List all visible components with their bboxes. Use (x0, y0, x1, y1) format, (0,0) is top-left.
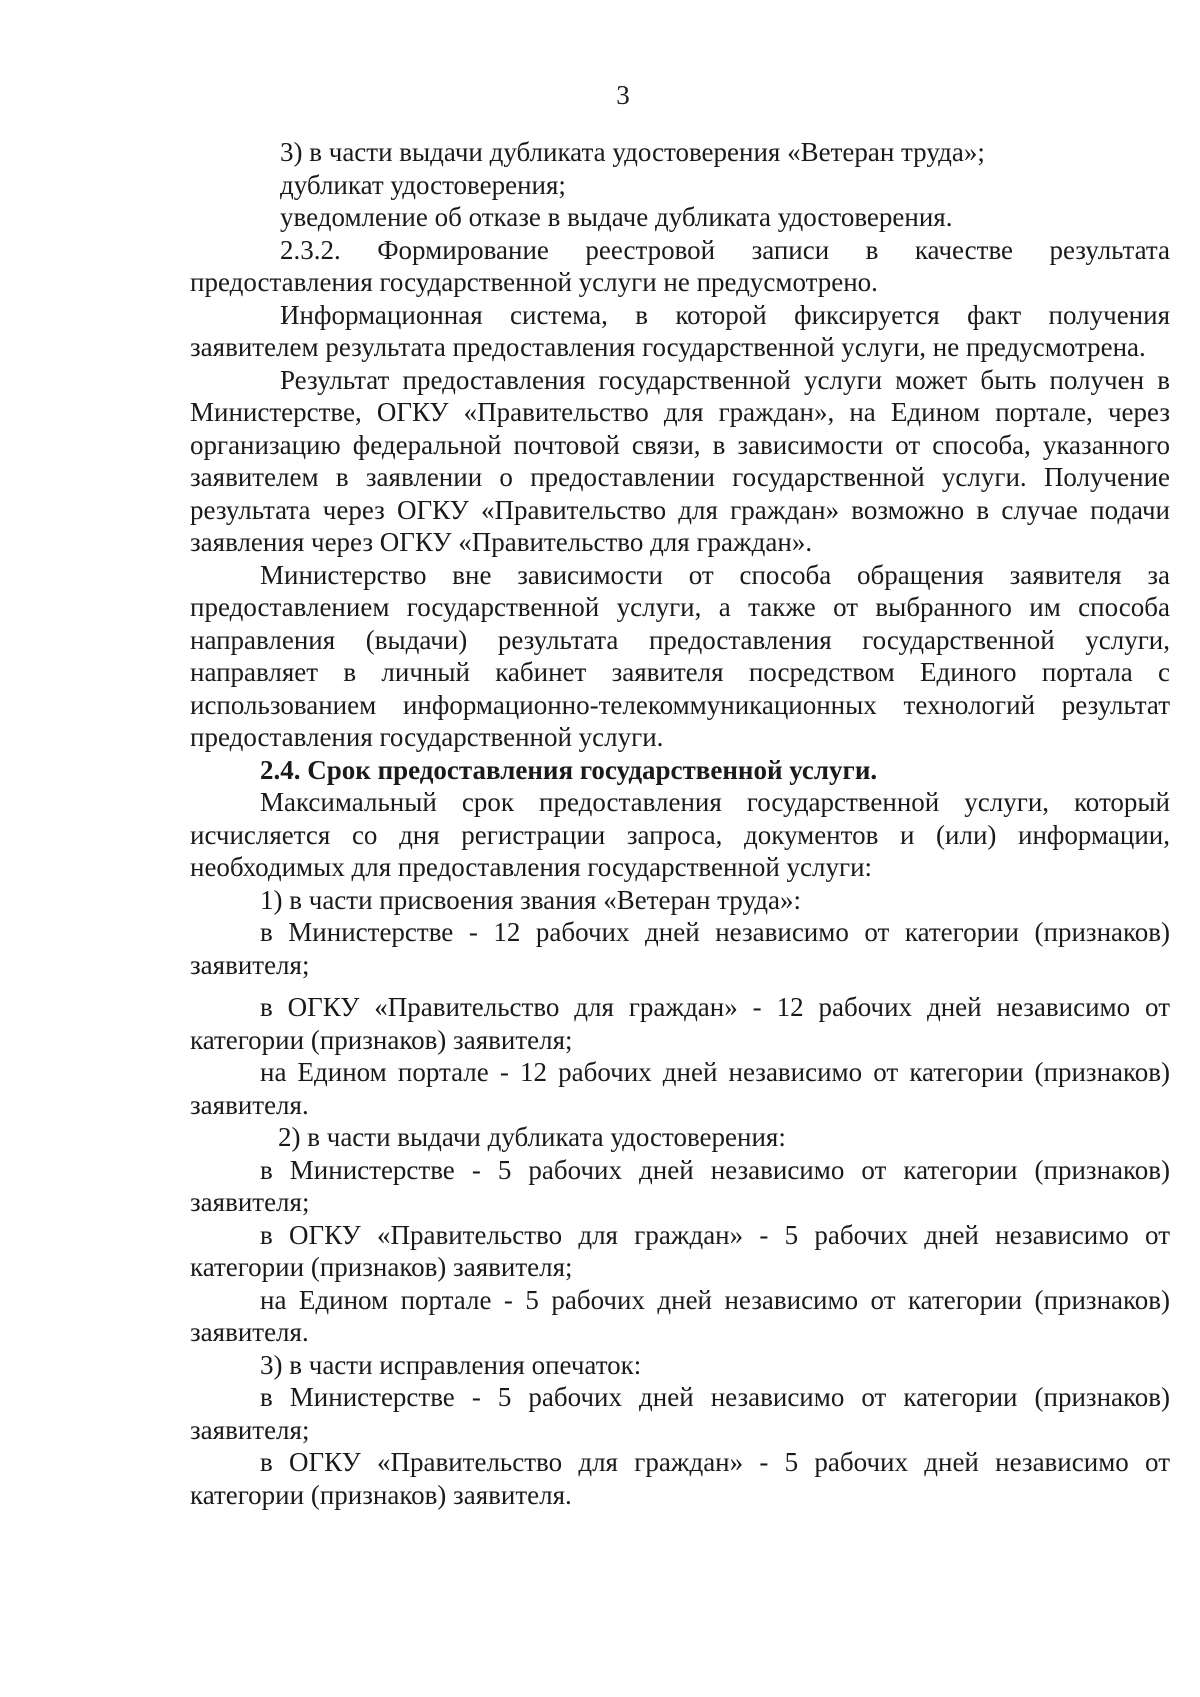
paragraph: 2) в части выдачи дубликата удостоверения: (278, 1122, 786, 1152)
paragraph: в Министерстве - 5 рабочих дней независимо от категории (признаков) заявителя; (190, 1382, 1170, 1445)
paragraph: 2.3.2. Формирование реестровой записи в качестве результата предоставления государственной услуги не предусмотрено. (190, 234, 1170, 297)
paragraph: 3) в части выдачи дубликата удостоверения «Ветеран труда»; (280, 137, 985, 167)
paragraph: Результат предоставления государственной услуги может быть получен в Министерстве, ОГКУ «Правительство для граждан», на Едином портале, через организацию федеральной почтовой связи, в зависимости от способа, указанного заявителем в заявлении о предоставлении государственной услуги. Получение результата через ОГКУ «Правительство для граждан» возможно в случае подачи заявления через ОГКУ «Правительство для граждан». (190, 364, 1170, 557)
paragraph: на Едином портале - 12 рабочих дней независимо от категории (признаков) заявителя. (190, 1057, 1170, 1120)
paragraph: уведомление об отказе в выдаче дубликата удостоверения. (280, 202, 953, 232)
paragraph: в ОГКУ «Правительство для граждан» - 5 рабочих дней независимо от категории (признаков) заявителя; (190, 1219, 1170, 1282)
paragraph: в ОГКУ «Правительство для граждан» - 5 рабочих дней независимо от категории (признаков) заявителя. (190, 1447, 1170, 1510)
document-body (190, 136, 1170, 1511)
paragraph: Информационная система, в которой фиксируется факт получения заявителем результата предоставления государственной услуги, не предусмотрена. (190, 299, 1170, 362)
paragraph: Министерство вне зависимости от способа обращения заявителя за предоставлением государственной услуги, а также от выбранного им способа направления (выдачи) результата предоставления государственной услуги, направляет в личный кабинет заявителя посредством Единого портала с использованием информационно-телекоммуникационных технологий результат предоставления государственной услуги. (190, 559, 1170, 752)
paragraph: дубликат удостоверения; (280, 169, 566, 200)
paragraph: 3) в части исправления опечаток: (260, 1349, 642, 1380)
paragraph: 1) в части присвоения звания «Ветеран труда»: (260, 884, 801, 915)
paragraph: Максимальный срок предоставления государственной услуги, который исчисляется со дня регистрации запроса, документов и (или) информации, необходимых для предоставления государственной услуги: (190, 787, 1170, 882)
page-number: 3 (616, 80, 630, 110)
paragraph: в Министерстве - 5 рабочих дней независимо от категории (признаков) заявителя; (190, 1154, 1170, 1217)
paragraph: в ОГКУ «Правительство для граждан» - 12 рабочих дней независимо от категории (признаков) заявителя; (190, 992, 1170, 1055)
paragraph: на Едином портале - 5 рабочих дней независимо от категории (признаков) заявителя. (190, 1284, 1170, 1347)
paragraph: в Министерстве - 12 рабочих дней независимо от категории (признаков) заявителя; (190, 917, 1170, 980)
section-heading: 2.4. Срок предоставления государственной услуги. (260, 754, 878, 785)
